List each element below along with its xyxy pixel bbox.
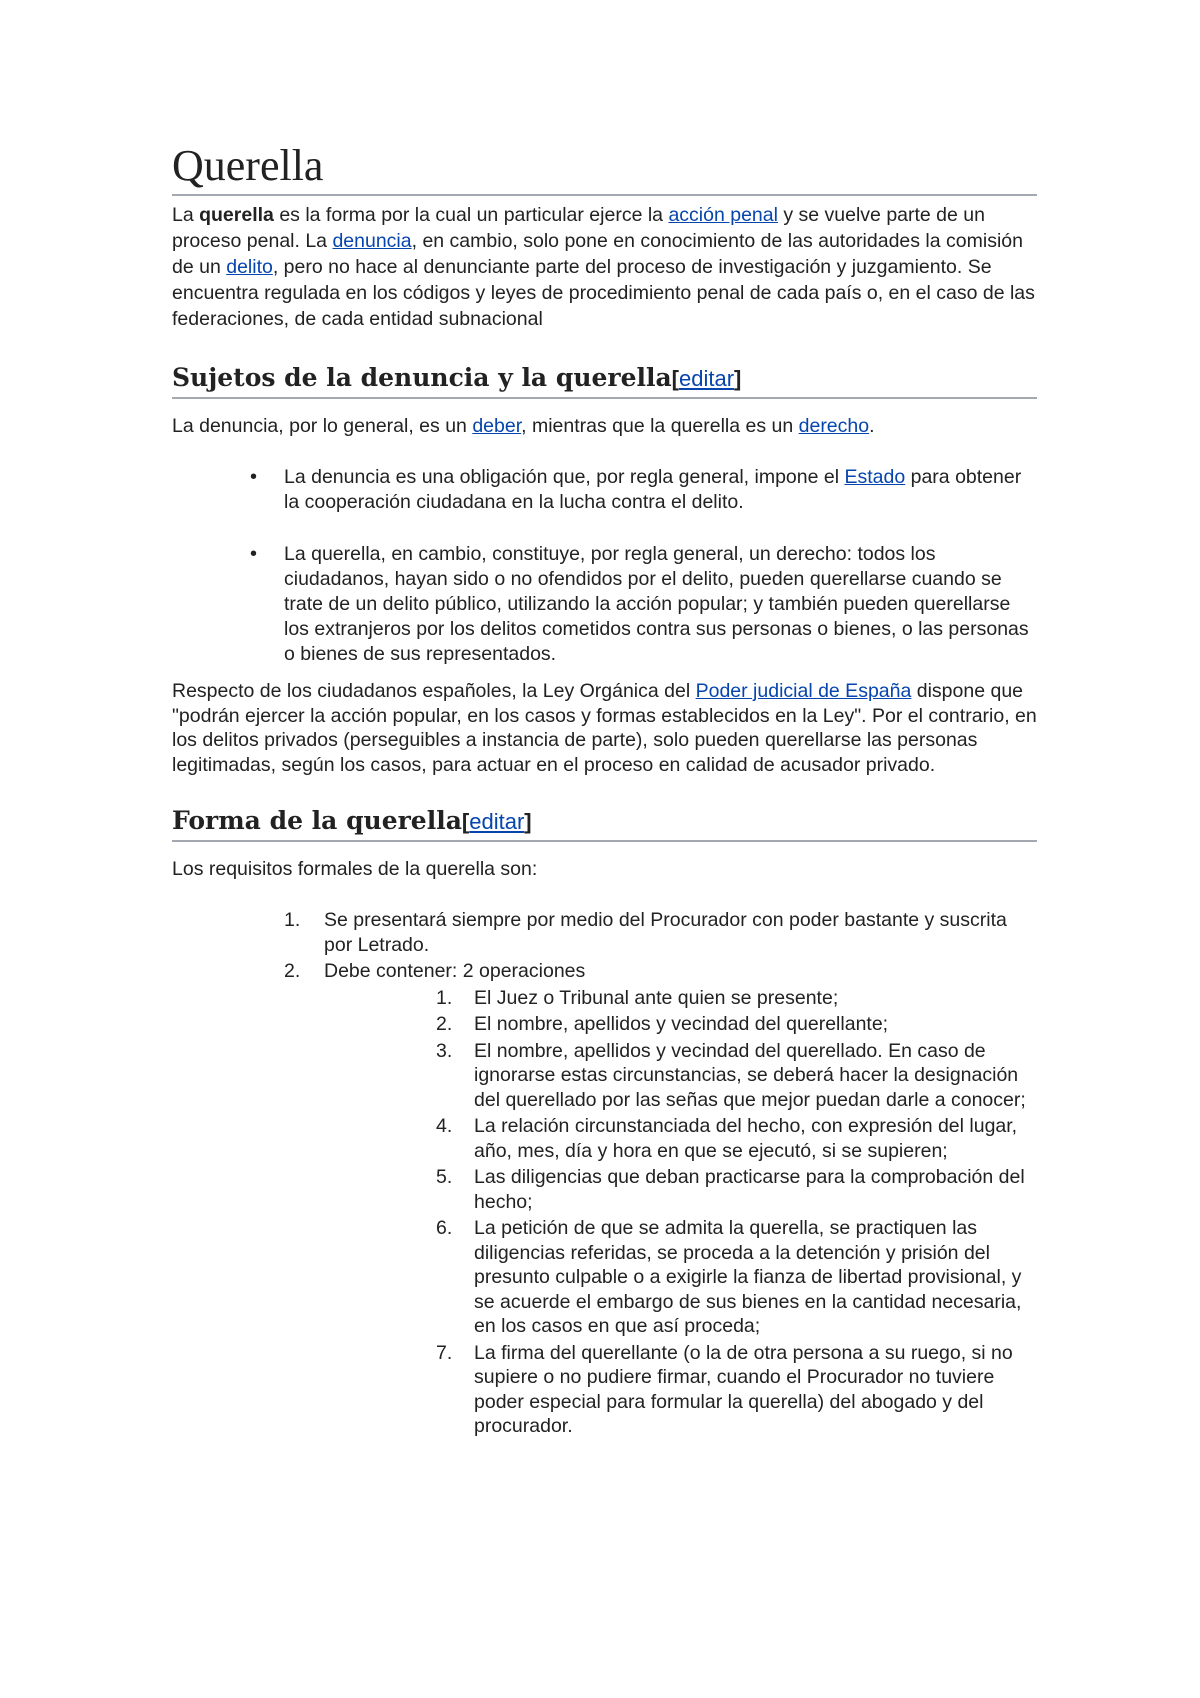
link-delito[interactable]: delito [226, 256, 273, 278]
text: . [869, 415, 875, 437]
list-number: 6. [436, 1217, 453, 1239]
text: El Juez o Tribunal ante quien se presente; [474, 986, 839, 1009]
bullet-icon: • [250, 543, 258, 565]
edit-bracket-close: ] [734, 366, 742, 391]
text: El nombre, apellidos y vecindad del querellado. En caso de ignorarse estas circunstancias, se deberá hacer la designación del querellado por las señas que mejor puedan darle a conocer; [474, 1039, 1026, 1111]
text: Las diligencias que deban practicarse para la comprobación del hecho; [474, 1166, 1025, 1213]
list-item [172, 959, 1037, 1439]
requirements-list [172, 908, 1037, 1439]
edit-bracket-open: [ [671, 366, 679, 391]
list-item [172, 542, 1037, 667]
text: es la forma por la cual un particular ejerce la [273, 204, 669, 226]
article [172, 140, 1037, 1441]
sub-list-item [436, 1012, 1037, 1037]
text: dispone que "podrán ejercer la acción popular, en los casos y formas establecidos en la Ley". Por el contrario, en los delitos privados (perseguibles a instancia de parte), solo pueden querellarse las personas legitimadas, según los casos, para actuar en el proceso en calidad de acusador privado. [172, 680, 1037, 776]
sub-list-item [436, 1039, 1037, 1113]
link-estado[interactable]: Estado [844, 466, 906, 488]
list-number: 1. [284, 909, 301, 931]
section-heading-text: Forma de la querella [172, 806, 462, 835]
text: La denuncia es una obligación que, por regla general, impone el [284, 466, 845, 488]
lead-paragraph [172, 202, 1037, 332]
list-number: 7. [436, 1341, 453, 1364]
bold-term: querella [199, 204, 274, 226]
text: La denuncia, por lo general, es un [172, 415, 473, 437]
sub-list-item [436, 1114, 1037, 1163]
text: , en cambio, solo pone en conocimiento de las autoridades la comisión de un [172, 230, 1023, 278]
text: Debe contener: 2 operaciones [324, 960, 586, 982]
list-number: 2. [284, 960, 301, 982]
page-title: Querella [172, 140, 1037, 196]
edit-link-sujetos[interactable]: editar [679, 366, 735, 391]
list-number: 1. [436, 986, 453, 1009]
sub-list-item [436, 1165, 1037, 1214]
sub-list [324, 986, 1037, 1439]
link-derecho[interactable]: derecho [798, 415, 870, 437]
text: Respecto de los ciudadanos españoles, la Ley Orgánica del [172, 680, 696, 702]
list-number: 2. [436, 1013, 453, 1035]
section1-intro [172, 413, 1037, 439]
section-heading-sujetos [172, 360, 1037, 399]
bullet-list [172, 465, 1037, 667]
text: La relación circunstanciada del hecho, con expresión del lugar, año, mes, día y hora en que se ejecutó, si se supieren; [474, 1115, 1018, 1162]
sub-list-item [436, 986, 1037, 1011]
bullet-icon: • [250, 466, 258, 488]
list-number: 5. [436, 1166, 453, 1188]
text: , pero no hace al denunciante parte del proceso de investigación y juzgamiento. Se encuentra regulada en los códigos y leyes de procedimiento penal de cada país o, en el caso de las federaciones, de cada entidad subnacional [172, 256, 1035, 330]
text: , mientras que la querella es un [521, 415, 799, 437]
link-deber[interactable]: deber [472, 415, 522, 437]
link-denuncia[interactable]: denuncia [332, 230, 412, 252]
text: La firma del querellante (o la de otra persona a su ruego, si no supiere o no pudiere firmar, cuando el Procurador no tuviere poder especial para formular la querella) del abogado y del procurador. [474, 1341, 1013, 1437]
text: Se presentará siempre por medio del Procurador con poder bastante y suscrita por Letrado. [324, 909, 1007, 956]
edit-bracket-open: [ [461, 809, 470, 834]
edit-bracket-close: ] [524, 809, 532, 834]
respecto-paragraph [172, 679, 1037, 777]
list-number: 4. [436, 1115, 453, 1137]
list-item [172, 465, 1037, 515]
section-heading-text: Sujetos de la denuncia y la querella [172, 363, 672, 392]
text: El nombre, apellidos y vecindad del querellante; [474, 1013, 889, 1035]
link-poder-judicial[interactable]: Poder judicial de España [695, 680, 912, 702]
sub-list-item [436, 1341, 1037, 1439]
section2-intro: Los requisitos formales de la querella son: [172, 858, 538, 880]
edit-link-forma[interactable]: editar [469, 809, 525, 834]
section-heading-forma [172, 803, 1037, 842]
sub-list-item [436, 1216, 1037, 1339]
text: y se vuelve parte de un proceso penal. La [172, 204, 985, 252]
text: para obtener la cooperación ciudadana en la lucha contra el delito. [284, 466, 1022, 513]
text: La petición de que se admita la querella, se practiquen las diligencias referidas, se proceda a la detención y prisión del presunto culpable o a exigirle la fianza de libertad provisional, y se acuerde el embargo de sus bienes en la cantidad necesaria, en los casos en que así proceda; [474, 1217, 1022, 1337]
link-accion-penal[interactable]: acción penal [668, 204, 778, 226]
list-item [172, 908, 1037, 957]
text: La [172, 204, 200, 226]
text: La querella, en cambio, constituye, por regla general, un derecho: todos los ciudadanos, hayan sido o no ofendidos por el delito, pueden querellarse cuando se trate de un delito público, utilizando la acción popular; y también pueden querellarse los extranjeros por los delitos cometidos contra sus personas o bienes, o las personas o bienes de sus representados. [284, 543, 1029, 665]
list-number: 3. [436, 1039, 453, 1062]
